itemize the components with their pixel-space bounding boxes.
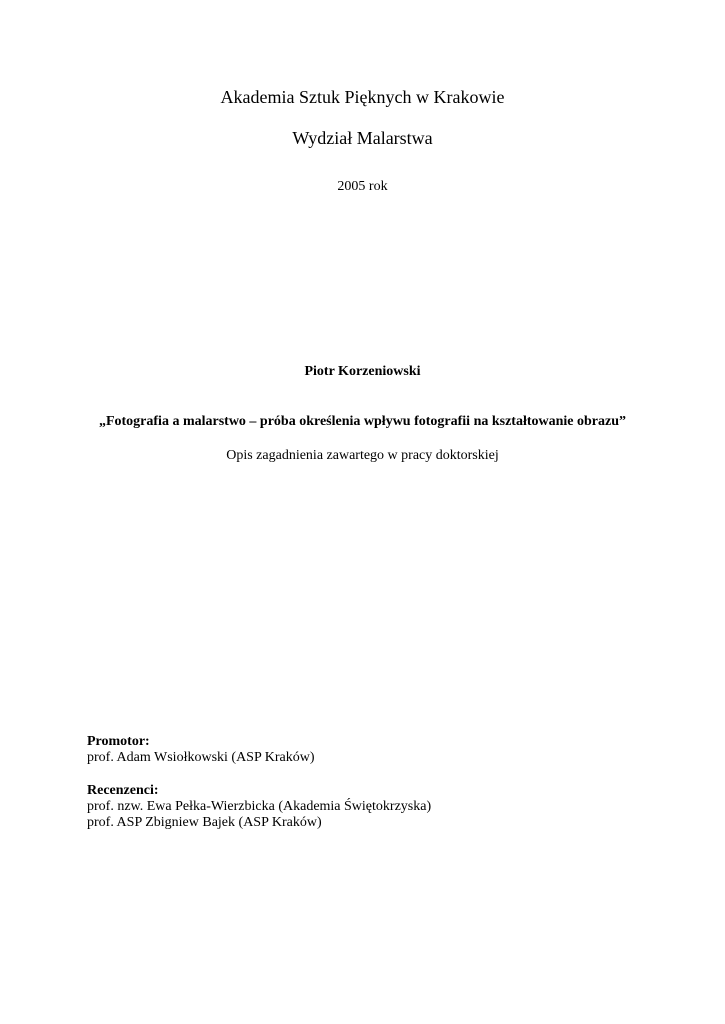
reviewers-section <box>87 783 431 831</box>
promotor-name: prof. Adam Wsiołkowski (ASP Kraków) <box>87 750 315 765</box>
author-name: Piotr Korzeniowski <box>304 364 421 379</box>
thesis-subtitle: Opis zagadnienia zawartego w pracy doktorskiej <box>226 448 499 463</box>
promotor-section <box>87 734 315 766</box>
thesis-title: „Fotografia a malarstwo – próba określenia wpływu fotografii na kształtowanie obrazu” <box>98 414 627 429</box>
promotor-heading: Promotor: <box>87 734 150 749</box>
reviewer-name: prof. ASP Zbigniew Bajek (ASP Kraków) <box>87 815 322 830</box>
document-year: 2005 rok <box>337 179 388 194</box>
faculty-name: Wydział Malarstwa <box>292 128 433 148</box>
reviewers-heading: Recenzenci: <box>87 783 159 798</box>
institution-name: Akademia Sztuk Pięknych w Krakowie <box>220 87 505 107</box>
reviewer-name: prof. nzw. Ewa Pełka-Wierzbicka (Akademia Świętokrzyska) <box>87 799 432 814</box>
